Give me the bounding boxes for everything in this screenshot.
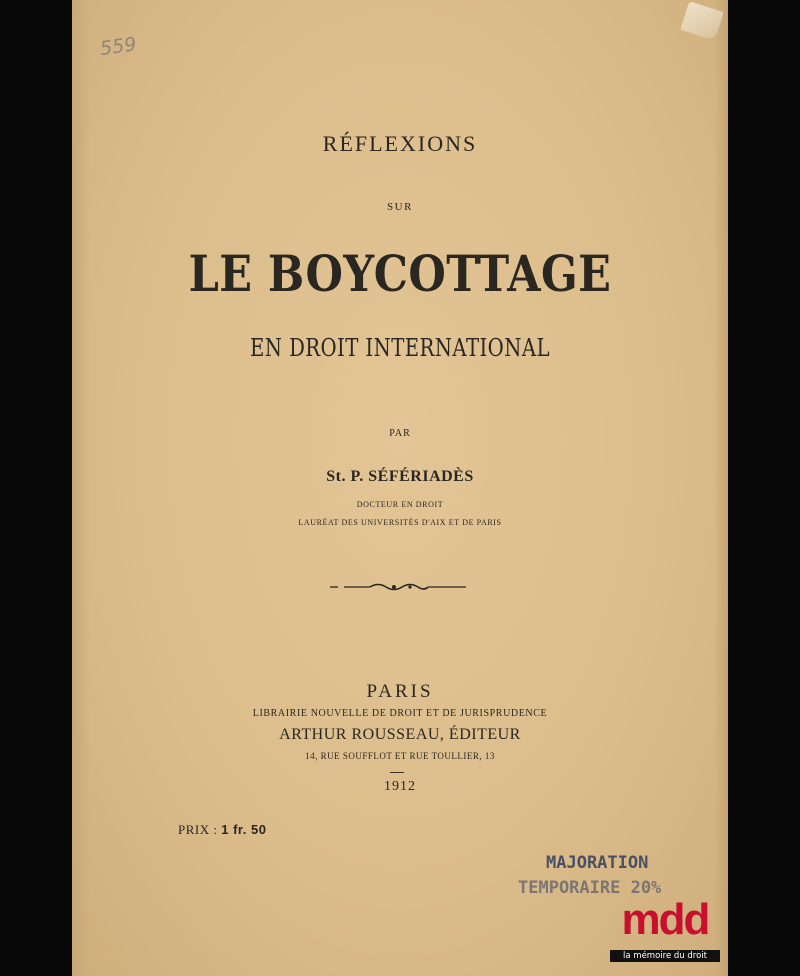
book-subtitle: EN DROIT INTERNATIONAL	[250, 334, 550, 362]
stamp-line-1: MAJORATION	[546, 853, 649, 873]
handwritten-number: 559	[98, 33, 138, 61]
svg-text:mdd: mdd	[621, 895, 709, 944]
price	[178, 822, 266, 838]
logo-tagline: la mémoire du droit	[610, 950, 720, 962]
author-degree: DOCTEUR EN DROIT	[356, 500, 444, 509]
publisher-name: ARTHUR ROUSSEAU, ÉDITEUR	[279, 726, 521, 743]
price-value: 1 fr. 50	[221, 822, 267, 837]
price-label: PRIX :	[178, 822, 222, 837]
publisher-address: 14, RUE SOUFFLOT ET RUE TOULLIER, 13	[305, 751, 495, 761]
connector-word: SUR	[387, 201, 413, 213]
by-label: PAR	[389, 428, 411, 439]
scan-background-right	[728, 0, 800, 976]
publication-year: 1912	[384, 779, 416, 794]
ornament-divider	[330, 580, 466, 594]
mdd-logo	[610, 888, 720, 966]
book-cover	[72, 0, 728, 976]
stamp-line-2: TEMPORAIRE 20%	[518, 878, 662, 898]
mdd-logo-icon	[610, 888, 720, 950]
heading: RÉFLEXIONS	[322, 131, 478, 156]
publisher-house: LIBRAIRIE NOUVELLE DE DROIT ET DE JURISPRUDENCE	[252, 708, 548, 719]
dash-divider	[390, 772, 404, 773]
author-award: LAURÉAT DES UNIVERSITÉS D'AIX ET DE PARIS	[298, 518, 502, 527]
book-title: LE BOYCOTTAGE	[188, 244, 612, 303]
scan-background-left	[0, 0, 72, 976]
publication-city: PARIS	[366, 681, 434, 702]
author-name: St. P. SÉFÉRIADÈS	[326, 468, 474, 485]
